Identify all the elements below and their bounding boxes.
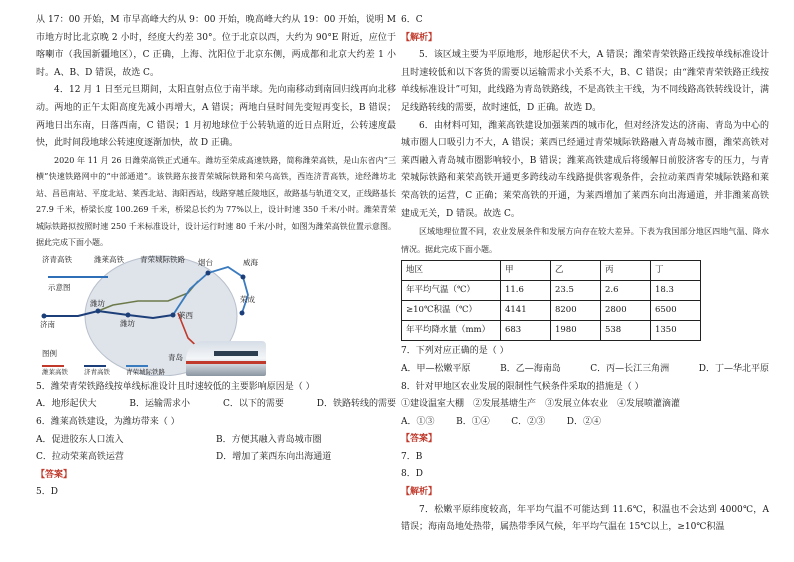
q5-option-c: C．以下的需要 [222,399,284,410]
table-header-cell: 地区 [402,261,501,281]
question-5-options [36,396,396,414]
map-label-yantai: 烟台 [198,257,213,267]
answer-label-left: 【答案】 [36,469,73,480]
table-cell: 1350 [650,321,700,341]
analysis-label: 【解析】 [401,32,438,43]
left-column [36,12,396,502]
left-para-1: 从 17：00 开始，M 市早高峰大约从 9：00 开始，晚高峰大约从 19：00 开始，说明 M 市地方时比北京晚 2 小时，经度大约差 30°。位于北京以西，大约为 90°E 附近，应位于喀喇市（我国新疆地区），C 正确，上海、沈阳位于北京东侧，两成都和北京大约差 1 小时。A、B、D 错误，故选 C。 [36,15,396,78]
answer-8: 8．D [401,469,423,480]
table-cell: 1980 [550,321,600,341]
table-header-cell: 乙 [550,261,600,281]
table-cell: 23.5 [550,281,600,301]
table-cell: 683 [500,321,550,341]
table-cell: 2800 [600,301,650,321]
q6-option-d: D．增加了莱西东向出海通道 [216,452,332,463]
map-label-rongcheng: 荣成 [240,294,255,304]
analysis-7: 7．松嫩平原纬度较高，年平均气温不可能达到 11.6℃，积温也不会达到 4000℃，A 错误；海南岛地处热带，属热带季风气候，年平均气温在 15℃以上，≥10℃积温 [401,504,769,533]
q5-option-a: A．地形起伏大 [36,399,97,410]
table-cell: 年平均降水量（mm） [402,321,501,341]
left-para-3: 2020 年 11 月 26 日潍荣高铁正式通车。潍坊至荣成高速铁路，简称潍荣高铁，是山东省内“三横”快速铁路网中的“中部通道”。该铁路东接青荣城际铁路和荣乌高铁，西连济青高铁，途经潍坊北站、昌邑南站、平度北站、莱西北站、海阳西站，线路穿越丘陵地区，故路基与轨道交叉，正线路基长 27.9 千米，桥梁长度 100.269 千米，桥梁总长约为 77%以上，设计时速 350 千米/小时。潍荣青荣城际铁路拟按照时速 250 千米标准设计，设计运行时速 80 千米/小时，如图为潍荣高铁位置示意图。据此完成下面小题。 [36,155,396,248]
map-legend-qingrong: 青荣城际铁路 [126,367,165,376]
map-label-laixi: 莱西 [178,310,193,320]
table-cell: 6500 [650,301,700,321]
q5-option-b: B．运输需求小 [129,399,191,410]
answer-6: 6．C [401,15,423,25]
q7-option-d: D．丁—华北平原 [698,363,769,374]
table-header-cell: 甲 [500,261,550,281]
map-label-jinan: 济南 [40,319,55,329]
map-label-diagram: 示意图 [48,282,71,292]
answer-5: 5．D [36,487,58,498]
answer-label-right: 【答案】 [401,434,438,445]
q6-option-b: B．方便其融入青岛城市圈 [216,434,322,445]
table-cell: 18.3 [650,281,700,301]
q6-option-a: A．促进胶东人口流入 [36,434,124,445]
table-cell: 年平均气温（℃） [402,281,501,301]
right-column [401,12,769,537]
map-label-weifang-1: 潍坊 [90,298,105,308]
question-6-options [36,432,396,467]
table-cell: 11.6 [500,281,550,301]
table-cell: 4141 [500,301,550,321]
question-7-options [401,361,769,379]
table-cell: 2.6 [600,281,650,301]
map-label-jiqing: 济青高铁 [42,254,72,264]
table-header-cell: 丙 [600,261,650,281]
table-row [402,281,701,301]
q8-option-b: B．①④ [456,416,490,427]
table-row [402,301,701,321]
q8-option-d: D．②④ [566,416,601,427]
map-label-weifang-2: 潍坊 [120,318,135,328]
map-label-qingrong: 青荣城际铁路 [140,254,185,264]
table-cell: 538 [600,321,650,341]
map-legend-title: 图例 [42,348,57,358]
question-6: 6．潍莱高铁建设，为潍坊带来（ ） [36,416,180,427]
question-8-items: ①建设温室大棚 ②发展基塘生产 ③发展立体农业 ④发展喷灌滴灌 [401,399,681,410]
climate-table [401,260,701,341]
map-label-weilai: 潍莱高铁 [94,254,124,264]
map-legend-weilai: 潍莱高铁 [42,367,68,376]
question-7: 7．下列对应正确的是（ ） [401,346,509,357]
analysis-5: 5．该区域主要为平原地形，地形起伏不大，A 错误；潍荣青荣铁路正线按单线标准设计且时速较低和以下客货的需要以运输需求小关系不大，B、C 错误；由“潍荣青荣铁路正线按单线标准设计”可知，此线路为青岛铁路线，不是高铁主干线，为不同线路高铁转线设计，满足线路转线的需要，故时速低，D 正确。故选 D。 [401,50,769,113]
q8-option-a: A．①③ [401,416,435,427]
q6-option-c: C．拉动荣莱高铁运营 [36,452,124,463]
table-header-cell: 丁 [650,261,700,281]
table-header-row [402,261,701,281]
map-label-qingdao: 青岛 [168,352,183,362]
q5-option-d: D．铁路转线的需要 [316,399,396,410]
railway-map [38,253,268,376]
question-5: 5．潍荣青荣铁路线按单线标准设计且时速较低的主要影响原因是（ ） [36,381,315,392]
answer-7: 7．B [401,451,423,462]
analysis-6: 6．由材料可知，潍莱高铁建设加强莱西的城市化，但对经济发达的济南、青岛为中心的城市圈人口吸引力不大，A 错误；莱西已经通过青荣城际铁路融入青岛城市圈，潍荣高铁对莱西融入青岛城市圈影响较小，B 错误；潍莱高铁建成后将缓解日前胶济客专的压力，与青荣城际铁路和莱荣高铁开通更多跨线动车线路提供客观条件，会拉动莱西青荣城际铁路和莱荣高铁的运营，C 正确；莱荣高铁的开通，为莱西增加了莱西东向出海通道，并非潍莱高铁建成无关，D 错误。故选 C。 [401,120,769,219]
table-cell: ≥10℃积温（℃） [402,301,501,321]
table-intro: 区域地理位置不同，农业发展条件和发展方向存在较大差异。下表为我国部分地区四地气温、降水情况。据此完成下面小题。 [401,227,769,254]
table-row [402,321,701,341]
q7-option-b: B．乙—海南岛 [500,363,561,374]
train-photo [186,341,266,376]
left-para-2: 4．12 月 1 日至元旦期间，太阳直射点位于南半球。先向南移动到南回归线再向北移动。两地的正午太阳高度先减小再增大，A 错误；两地白昼时间先变短再变长，B 错误；两地日出东南，日落西南，C 错误；1 月初地球位于公转轨道的近日点附近，公转速度最快，此时间段地球公转速度逐渐加快，故 D 正确。 [36,85,396,149]
map-legend-jiqing: 济青高铁 [84,367,110,376]
table-cell: 8200 [550,301,600,321]
question-8-options [401,414,601,432]
analysis-label-2: 【解析】 [401,487,438,498]
question-8: 8．针对甲地区农业发展的限制性气候条件采取的措施是（ ） [401,381,644,392]
q7-option-a: A．甲—松嫩平原 [401,363,471,374]
q8-option-c: C．②③ [511,416,546,427]
map-label-weihai: 威海 [243,257,258,267]
q7-option-c: C．丙—长江三角洲 [590,363,670,374]
